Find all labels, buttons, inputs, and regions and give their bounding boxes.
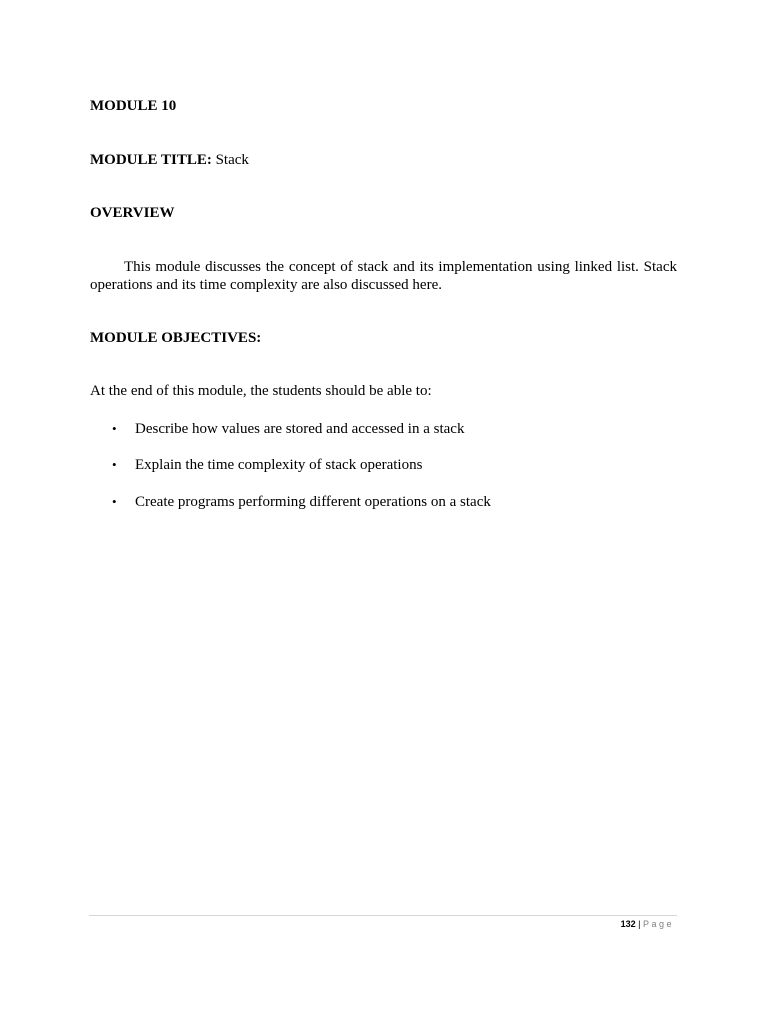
- list-item: [112, 456, 422, 474]
- bullet-icon: •: [112, 494, 117, 509]
- objective-text: Explain the time complexity of stack operations: [135, 457, 423, 473]
- page-label: Page: [642, 919, 674, 929]
- bullet-icon: •: [112, 457, 117, 472]
- module-title-label: MODULE TITLE:: [90, 152, 212, 168]
- footer-divider: [89, 915, 677, 916]
- overview-paragraph: This module discusses the concept of stack and its implementation using linked list. Stack operations and its time complexity are also discussed here.: [90, 259, 677, 293]
- page-footer: [621, 918, 674, 930]
- module-title-line: [90, 151, 249, 169]
- module-number-heading: MODULE 10: [90, 98, 177, 114]
- module-title-value: Stack: [215, 152, 249, 168]
- list-item: [112, 493, 491, 511]
- objectives-heading: MODULE OBJECTIVES:: [90, 330, 262, 346]
- bullet-icon: •: [112, 421, 117, 436]
- footer-separator: |: [635, 919, 643, 929]
- list-item: [112, 420, 464, 438]
- overview-heading: OVERVIEW: [90, 205, 175, 221]
- page-number: 132: [620, 919, 636, 929]
- objective-text: Create programs performing different operations on a stack: [135, 494, 491, 510]
- objective-text: Describe how values are stored and accessed in a stack: [135, 421, 465, 437]
- objectives-intro: At the end of this module, the students should be able to:: [90, 383, 432, 399]
